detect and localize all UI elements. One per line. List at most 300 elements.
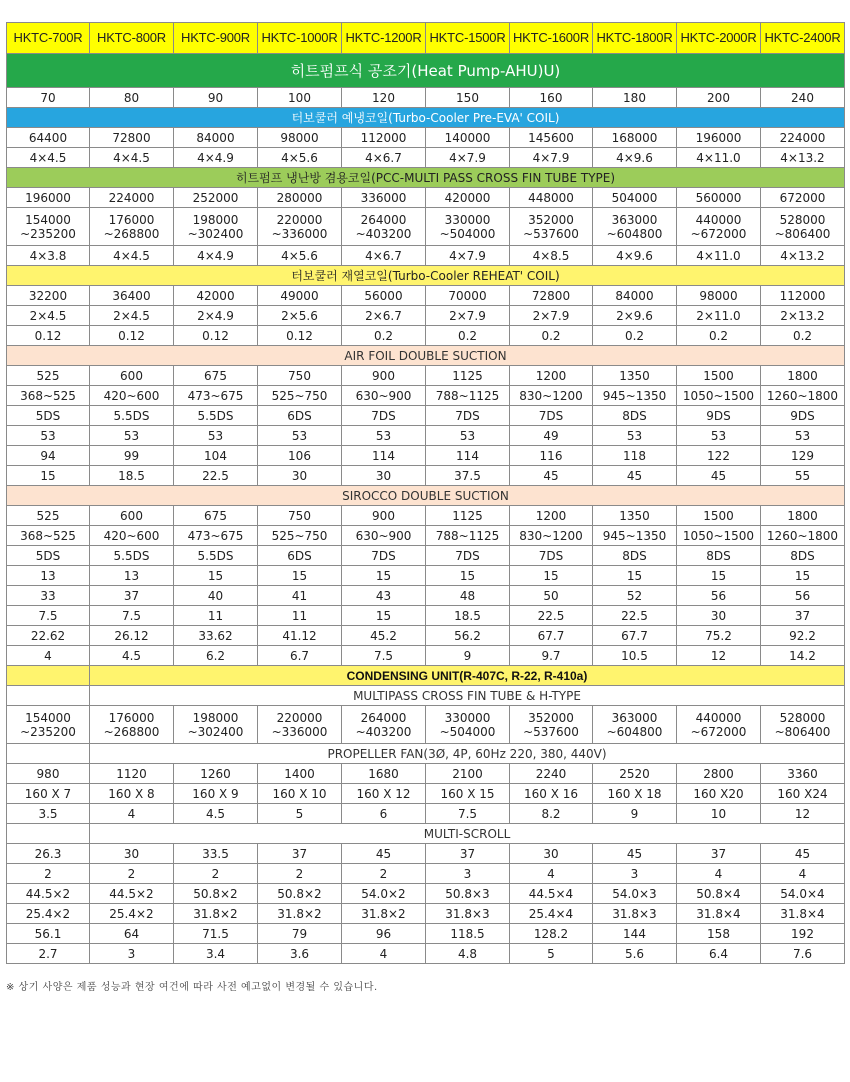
table-cell: 33.62 [174, 626, 258, 646]
table-cell: 50.8×2 [258, 884, 342, 904]
table-cell: 1680 [342, 764, 426, 784]
table-cell: 75.2 [677, 626, 761, 646]
table-cell: 1125 [426, 366, 510, 386]
table-cell: 72800 [90, 128, 174, 148]
table-cell: 30 [510, 844, 593, 864]
table-cell: 0.12 [7, 326, 90, 346]
table-cell: 52 [593, 586, 677, 606]
table-cell: 18.5 [426, 606, 510, 626]
table-cell: 118.5 [426, 924, 510, 944]
table-cell: 675 [174, 366, 258, 386]
model-header-cell: HKTC-2400R [761, 23, 845, 54]
table-cell: 788~1125 [426, 386, 510, 406]
cell-line: ~235200 [20, 226, 76, 241]
table-cell: 0.12 [90, 326, 174, 346]
table-cell: 106 [258, 446, 342, 466]
table-cell: 160 X20 [677, 784, 761, 804]
cell-line: 154000 [25, 212, 71, 227]
table-cell: 98000 [677, 286, 761, 306]
table-cell: 1200 [510, 506, 593, 526]
table-cell: 8DS [593, 546, 677, 566]
table-cell: 30 [258, 466, 342, 486]
table-cell: 4.5 [174, 804, 258, 824]
table-cell: 31.8×3 [426, 904, 510, 924]
table-cell: 9DS [677, 406, 761, 426]
table-cell: 4 [7, 646, 90, 666]
cell-line: 198000 [192, 710, 239, 725]
table-cell: 5.5DS [174, 406, 258, 426]
table-cell: 26.3 [7, 844, 90, 864]
table-cell: 45 [677, 466, 761, 486]
table-cell: 3 [90, 944, 174, 964]
blank-label-cell [7, 686, 90, 706]
table-cell: 72800 [510, 286, 593, 306]
table-cell: 3.6 [258, 944, 342, 964]
table-cell: 114 [426, 446, 510, 466]
table-cell: 4×6.7 [342, 148, 426, 168]
table-cell: 50.8×2 [174, 884, 258, 904]
table-cell: 5 [510, 944, 593, 964]
table-cell: 0.2 [426, 326, 510, 346]
table-cell: 79 [258, 924, 342, 944]
table-cell: 630~900 [342, 386, 426, 406]
cell-line: ~537600 [523, 226, 579, 241]
table-cell: 160 X 12 [342, 784, 426, 804]
table-cell: 64400 [7, 128, 90, 148]
section-header: MULTI-SCROLL [90, 824, 845, 844]
table-cell: 7DS [342, 406, 426, 426]
table-cell: 830~1200 [510, 526, 593, 546]
table-cell: 750 [258, 506, 342, 526]
cell-line: 330000 [444, 212, 491, 227]
table-cell: 630~900 [342, 526, 426, 546]
cell-line: ~504000 [439, 724, 496, 739]
section-header: 터보쿨러 예냉코일(Turbo-Cooler Pre-EVA' COIL) [7, 108, 845, 128]
table-cell: 31.8×2 [342, 904, 426, 924]
table-cell: 2800 [677, 764, 761, 784]
table-row [7, 466, 845, 486]
cell-line: ~268800 [103, 226, 160, 241]
table-cell: 104 [174, 446, 258, 466]
table-cell: 84000 [593, 286, 677, 306]
table-cell: 8DS [677, 546, 761, 566]
table-cell: 30 [342, 466, 426, 486]
table-cell [593, 208, 677, 246]
table-cell: 2×7.9 [510, 306, 593, 326]
table-cell: 12 [761, 804, 845, 824]
section-header-row [7, 824, 845, 844]
section-header: 터보쿨러 재열코일(Turbo-Cooler REHEAT' COIL) [7, 266, 845, 286]
table-cell: 129 [761, 446, 845, 466]
table-cell: 0.2 [761, 326, 845, 346]
table-cell: 56.1 [7, 924, 90, 944]
table-cell: 36400 [90, 286, 174, 306]
table-cell: 45 [761, 844, 845, 864]
table-cell: 4×4.5 [90, 246, 174, 266]
cell-line: ~806400 [774, 724, 831, 739]
table-cell: 31.8×4 [761, 904, 845, 924]
table-cell: 37 [677, 844, 761, 864]
table-cell: 37.5 [426, 466, 510, 486]
table-cell: 0.12 [174, 326, 258, 346]
table-cell: 4×5.6 [258, 148, 342, 168]
table-cell [677, 208, 761, 246]
table-cell: 4×7.9 [426, 148, 510, 168]
table-cell: 8DS [593, 406, 677, 426]
table-cell: 54.0×4 [761, 884, 845, 904]
table-cell [258, 706, 342, 744]
table-cell [174, 208, 258, 246]
table-cell: 25.4×4 [510, 904, 593, 924]
table-cell: 2×11.0 [677, 306, 761, 326]
cell-line: ~336000 [271, 226, 328, 241]
table-cell: 45 [593, 466, 677, 486]
table-cell: 37 [761, 606, 845, 626]
table-row [7, 546, 845, 566]
table-cell: 6.7 [258, 646, 342, 666]
table-row [7, 844, 845, 864]
table-cell: 90 [174, 88, 258, 108]
table-cell: 18.5 [90, 466, 174, 486]
blank-label-cell [7, 744, 90, 764]
table-cell: 11 [174, 606, 258, 626]
table-cell: 13 [90, 566, 174, 586]
table-cell: 15 [258, 566, 342, 586]
cell-line: ~604800 [606, 724, 663, 739]
cell-line: 440000 [695, 212, 742, 227]
section-header: CONDENSING UNIT(R-407C, R-22, R-410a) [90, 666, 845, 686]
table-row [7, 566, 845, 586]
table-row [7, 246, 845, 266]
table-cell: 92.2 [761, 626, 845, 646]
table-cell: 55 [761, 466, 845, 486]
table-cell: 196000 [7, 188, 90, 208]
table-cell: 114 [342, 446, 426, 466]
table-cell: 44.5×2 [7, 884, 90, 904]
cell-line: ~403200 [355, 724, 412, 739]
section-header-row [7, 346, 845, 366]
cell-line: ~235200 [20, 724, 76, 739]
table-cell: 1260~1800 [761, 386, 845, 406]
cell-line: ~672000 [690, 226, 747, 241]
model-header-cell: HKTC-1800R [593, 23, 677, 54]
table-cell [510, 208, 593, 246]
table-cell: 25.4×2 [7, 904, 90, 924]
table-cell: 160 X 8 [90, 784, 174, 804]
table-cell: 168000 [593, 128, 677, 148]
table-cell: 4×8.5 [510, 246, 593, 266]
table-cell: 0.2 [342, 326, 426, 346]
table-row [7, 406, 845, 426]
table-row [7, 944, 845, 964]
table-cell: 368~525 [7, 526, 90, 546]
table-cell: 420~600 [90, 526, 174, 546]
table-cell: 0.2 [677, 326, 761, 346]
table-cell: 15 [426, 566, 510, 586]
table-cell: 3.4 [174, 944, 258, 964]
table-cell: 41 [258, 586, 342, 606]
table-row [7, 924, 845, 944]
table-cell: 7DS [426, 406, 510, 426]
table-cell [510, 706, 593, 744]
table-cell: 14.2 [761, 646, 845, 666]
table-cell: 4×13.2 [761, 148, 845, 168]
table-row [7, 626, 845, 646]
cell-line: 176000 [108, 212, 155, 227]
table-cell: 56 [677, 586, 761, 606]
table-cell: 4×9.6 [593, 246, 677, 266]
table-cell: 45 [593, 844, 677, 864]
section-header: PROPELLER FAN(3Ø, 4P, 60Hz 220, 380, 440V) [90, 744, 845, 764]
table-row [7, 606, 845, 626]
model-header-cell: HKTC-1200R [342, 23, 426, 54]
table-cell: 7DS [510, 546, 593, 566]
table-cell: 67.7 [510, 626, 593, 646]
table-cell: 9 [593, 804, 677, 824]
blank-label-cell [7, 666, 90, 686]
table-cell: 4 [677, 864, 761, 884]
table-row [7, 366, 845, 386]
table-cell: 49000 [258, 286, 342, 306]
table-row [7, 804, 845, 824]
section-header-row [7, 686, 845, 706]
table-cell: 31.8×2 [174, 904, 258, 924]
table-cell [342, 706, 426, 744]
table-cell: 4×13.2 [761, 246, 845, 266]
table-row [7, 646, 845, 666]
table-cell: 7.6 [761, 944, 845, 964]
table-cell [593, 706, 677, 744]
table-cell: 4×3.8 [7, 246, 90, 266]
table-cell: 140000 [426, 128, 510, 148]
table-row [7, 188, 845, 208]
table-row [7, 506, 845, 526]
table-cell: 30 [677, 606, 761, 626]
table-cell: 2 [174, 864, 258, 884]
table-cell: 145600 [510, 128, 593, 148]
table-cell: 4.5 [90, 646, 174, 666]
table-cell: 2×4.9 [174, 306, 258, 326]
cell-line: 220000 [276, 710, 323, 725]
cell-line: ~537600 [523, 724, 579, 739]
table-cell: 0.12 [258, 326, 342, 346]
table-cell: 525~750 [258, 526, 342, 546]
table-cell: 4×11.0 [677, 148, 761, 168]
table-cell [761, 706, 845, 744]
table-cell: 44.5×4 [510, 884, 593, 904]
table-row [7, 864, 845, 884]
table-cell: 56 [761, 586, 845, 606]
table-cell: 128.2 [510, 924, 593, 944]
section-header-row [7, 266, 845, 286]
table-cell: 4 [510, 864, 593, 884]
table-cell: 180 [593, 88, 677, 108]
table-cell: 2 [258, 864, 342, 884]
table-cell: 56000 [342, 286, 426, 306]
table-cell: 4×9.6 [593, 148, 677, 168]
table-cell: 448000 [510, 188, 593, 208]
spec-table [6, 22, 845, 964]
table-cell: 7.5 [7, 606, 90, 626]
table-cell: 100 [258, 88, 342, 108]
table-cell: 160 X 18 [593, 784, 677, 804]
table-cell: 37 [258, 844, 342, 864]
table-cell: 22.62 [7, 626, 90, 646]
table-row [7, 386, 845, 406]
table-row [7, 208, 845, 246]
cell-line: 440000 [695, 710, 742, 725]
table-cell: 560000 [677, 188, 761, 208]
table-cell: 53 [593, 426, 677, 446]
table-cell: 980 [7, 764, 90, 784]
table-cell: 830~1200 [510, 386, 593, 406]
table-cell: 98000 [258, 128, 342, 148]
table-cell: 160 X 15 [426, 784, 510, 804]
table-cell: 53 [90, 426, 174, 446]
table-row [7, 426, 845, 446]
table-cell: 5DS [7, 406, 90, 426]
table-cell: 116 [510, 446, 593, 466]
table-cell: 4.8 [426, 944, 510, 964]
table-cell: 192 [761, 924, 845, 944]
table-cell: 2×6.7 [342, 306, 426, 326]
table-cell: 160 X24 [761, 784, 845, 804]
table-cell: 53 [7, 426, 90, 446]
table-cell: 5 [258, 804, 342, 824]
table-cell: 22.5 [174, 466, 258, 486]
table-cell: 122 [677, 446, 761, 466]
table-cell: 0.2 [510, 326, 593, 346]
table-cell: 525~750 [258, 386, 342, 406]
table-row [7, 904, 845, 924]
table-cell: 45 [510, 466, 593, 486]
model-header-cell: HKTC-1000R [258, 23, 342, 54]
table-cell: 1200 [510, 366, 593, 386]
table-cell: 2×7.9 [426, 306, 510, 326]
table-cell: 252000 [174, 188, 258, 208]
table-cell: 2×4.5 [90, 306, 174, 326]
table-cell: 8DS [761, 546, 845, 566]
table-cell [761, 208, 845, 246]
table-cell: 54.0×2 [342, 884, 426, 904]
table-cell: 3 [426, 864, 510, 884]
table-cell [7, 208, 90, 246]
table-row [7, 286, 845, 306]
table-cell: 53 [677, 426, 761, 446]
table-cell: 196000 [677, 128, 761, 148]
table-cell: 84000 [174, 128, 258, 148]
table-cell: 96 [342, 924, 426, 944]
table-cell: 1050~1500 [677, 526, 761, 546]
table-cell: 600 [90, 366, 174, 386]
table-cell: 1260 [174, 764, 258, 784]
table-cell: 6DS [258, 546, 342, 566]
table-cell: 12 [677, 646, 761, 666]
table-cell: 9DS [761, 406, 845, 426]
table-cell: 160 X 9 [174, 784, 258, 804]
table-cell: 2×9.6 [593, 306, 677, 326]
table-cell: 1120 [90, 764, 174, 784]
table-cell: 1500 [677, 506, 761, 526]
table-cell: 3.5 [7, 804, 90, 824]
table-cell: 10.5 [593, 646, 677, 666]
table-cell: 336000 [342, 188, 426, 208]
cell-line: ~268800 [103, 724, 160, 739]
table-cell: 900 [342, 366, 426, 386]
table-cell: 112000 [761, 286, 845, 306]
table-cell: 4×4.9 [174, 148, 258, 168]
table-cell: 160 [510, 88, 593, 108]
table-cell: 750 [258, 366, 342, 386]
table-cell: 37 [90, 586, 174, 606]
table-cell: 788~1125 [426, 526, 510, 546]
table-cell: 224000 [761, 128, 845, 148]
table-cell: 5.5DS [90, 406, 174, 426]
cell-line: 264000 [360, 710, 407, 725]
table-cell [174, 706, 258, 744]
table-cell: 525 [7, 506, 90, 526]
table-cell: 15 [677, 566, 761, 586]
table-cell: 945~1350 [593, 386, 677, 406]
table-cell: 7DS [426, 546, 510, 566]
table-cell: 6.2 [174, 646, 258, 666]
table-cell: 420~600 [90, 386, 174, 406]
cell-line: 264000 [360, 212, 407, 227]
table-row [7, 586, 845, 606]
cell-line: 154000 [25, 710, 71, 725]
spec-table-body [7, 23, 845, 964]
table-cell: 31.8×4 [677, 904, 761, 924]
table-cell: 70 [7, 88, 90, 108]
cell-line: 363000 [611, 710, 658, 725]
cell-line: ~302400 [187, 724, 244, 739]
table-cell: 15 [342, 566, 426, 586]
table-cell: 2 [7, 864, 90, 884]
table-cell: 80 [90, 88, 174, 108]
section-header-row [7, 168, 845, 188]
table-cell: 2×13.2 [761, 306, 845, 326]
table-cell: 67.7 [593, 626, 677, 646]
table-cell: 2 [90, 864, 174, 884]
table-cell: 504000 [593, 188, 677, 208]
table-row [7, 706, 845, 744]
cell-line: ~672000 [690, 724, 747, 739]
table-cell [426, 208, 510, 246]
table-cell: 70000 [426, 286, 510, 306]
cell-line: 330000 [444, 710, 491, 725]
cell-line: ~604800 [606, 226, 663, 241]
table-cell: 45.2 [342, 626, 426, 646]
table-cell: 4×4.9 [174, 246, 258, 266]
table-row [7, 884, 845, 904]
table-cell: 2 [342, 864, 426, 884]
table-cell: 9.7 [510, 646, 593, 666]
table-cell: 53 [761, 426, 845, 446]
table-cell: 1350 [593, 506, 677, 526]
model-header-row [7, 23, 845, 54]
section-header: MULTIPASS CROSS FIN TUBE & H-TYPE [90, 686, 845, 706]
table-cell: 158 [677, 924, 761, 944]
table-row [7, 148, 845, 168]
table-cell: 53 [258, 426, 342, 446]
cell-line: 198000 [192, 212, 239, 227]
table-cell: 7DS [342, 546, 426, 566]
table-cell: 2×5.6 [258, 306, 342, 326]
table-cell: 71.5 [174, 924, 258, 944]
table-cell: 675 [174, 506, 258, 526]
table-cell: 40 [174, 586, 258, 606]
table-cell: 54.0×3 [593, 884, 677, 904]
